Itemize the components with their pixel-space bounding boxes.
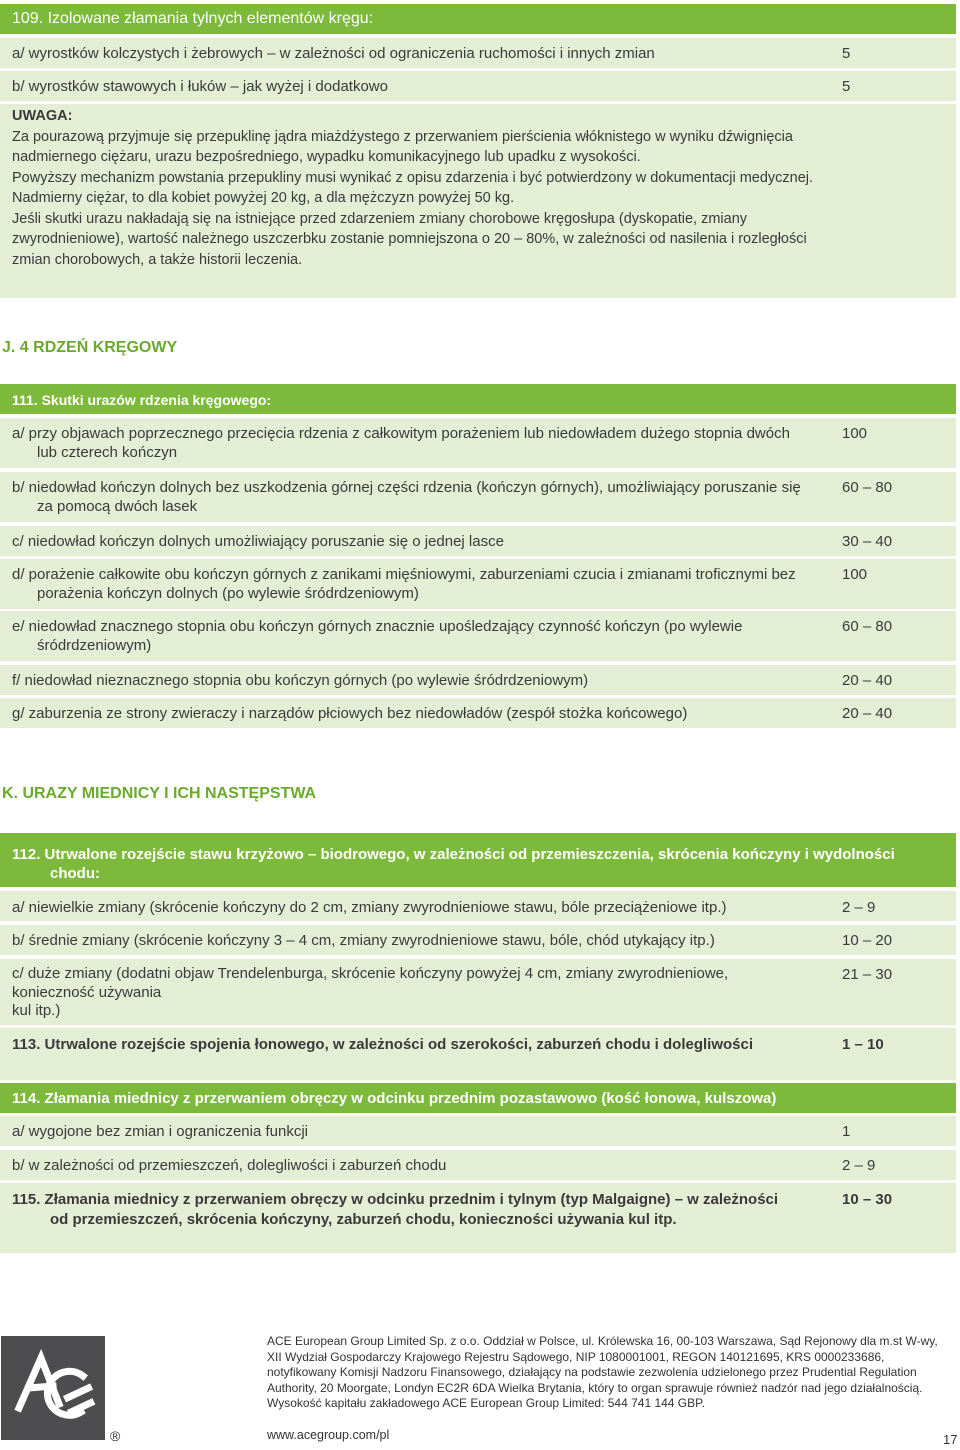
table-row [0, 1150, 956, 1180]
section-111-title: 111. Skutki urazów rdzenia kręgowego: [12, 392, 272, 408]
table-row [0, 698, 956, 728]
footer-line: ACE European Group Limited Sp. z o.o. Oddział w Polsce, ul. Królewska 16, 00-103 Warszawa, Sąd Rejonowy dla m.st W-wy, [267, 1334, 938, 1348]
section-112-header [0, 833, 956, 887]
section-114-header [0, 1083, 956, 1113]
row-text: b/ wyrostków stawowych i łuków – jak wyżej i dodatkowo [12, 78, 388, 95]
row-value: 20 – 40 [842, 705, 893, 722]
company-footer [267, 1334, 957, 1412]
row-text: b/ niedowład kończyn dolnych bez uszkodzenia górnej części rdzenia (kończyn górnych), umożliwiający poruszanie się za pomocą dwóch lasek [12, 479, 801, 515]
ace-logo-icon [1, 1336, 105, 1440]
row-value: 5 [842, 78, 851, 95]
section-109-header [0, 4, 956, 34]
note-title: UWAGA: [12, 108, 73, 124]
section-115-row [0, 1183, 956, 1253]
row-value: 5 [842, 45, 851, 62]
table-row [0, 665, 956, 695]
row-value: 100 [842, 566, 868, 583]
table-row [0, 611, 956, 661]
table-row [0, 925, 956, 955]
table-row [0, 559, 956, 609]
page-number: 17 [943, 1432, 958, 1447]
table-row [0, 38, 956, 68]
row-text: a/ przy objawach poprzecznego przecięcia rdzenia z całkowitym porażeniem lub niedowładem dużego stopnia dwóch lub czterech kończyn [12, 425, 790, 461]
footer-line: Authority, 20 Moorgate, Londyn EC2R 6DA Wielka Brytania, który to organ sprawuje również nadzór nad jego działalnością. [267, 1380, 923, 1395]
row-value: 1 – 10 [842, 1036, 884, 1053]
footer-line: notyfikowany Komisji Nadzoru Finansowego, działający na podstawie zezwolenia udzielonego przez Prudential Regulation [267, 1365, 917, 1379]
row-value: 10 – 20 [842, 932, 893, 949]
row-value: 60 – 80 [842, 618, 893, 635]
row-text: a/ wygojone bez zmian i ograniczenia funkcji [12, 1123, 308, 1140]
row-text: a/ wyrostków kolczystych i żebrowych – w zależności od ograniczenia ruchomości i innych zmian [12, 45, 655, 62]
section-114-title: 114. Złamania miednicy z przerwaniem obręczy w odcinku przednim pozastawowo (kość łonowa, kulszowa) [12, 1090, 777, 1107]
note-line: Jeśli skutki urazu nakładają się na istniejące przed zdarzeniem zmiany chorobowe kręgosłupa (dyskopatie, zmiany zwyrodnieniowe), wartość należnego uszczerbku zostanie pomniejszona o 20 – 80%, w zależności od nasilenia i rozległości zmian chorobowych, a także historii leczenia. [12, 210, 807, 268]
row-value: 60 – 80 [842, 479, 893, 496]
note-line: Powyższy mechanizm powstania przepukliny musi wynikać z opisu zdarzenia i być potwierdzony w dokumentacji medycznej. [12, 169, 814, 186]
table-row [0, 1116, 956, 1146]
row-text: b/ w zależności od przemieszczeń, dolegliwości i zaburzeń chodu [12, 1157, 447, 1174]
table-row [0, 526, 956, 556]
note-line: Za pourazową przyjmuje się przepuklinę jądra miażdżystego z przerwaniem pierścienia włóknistego w wyniku dźwignięcia nadmiernego ciężaru, urazu bezpośredniego, wypadku komunikacyjnego lub upadku z wysokości. [12, 128, 793, 165]
table-row [0, 891, 956, 921]
note-block [0, 104, 956, 298]
footer-line: XII Wydział Gospodarczy Krajowego Rejestru Sądowego, NIP 1080001001, REGON 140121695, KRS 0000233686, [267, 1349, 885, 1364]
row-text: d/ porażenie całkowite obu kończyn górnych z zanikami mięśniowymi, zaburzeniami czucia i zmianami troficznymi bez porażenia kończyn dolnych (po wylewie śródrdzeniowym) [12, 566, 796, 602]
row-value: 21 – 30 [842, 966, 893, 983]
footer-line: Wysokość kapitału zakładowego ACE European Group Limited: 544 741 144 GBP. [267, 1396, 705, 1410]
row-value: 2 – 9 [842, 1157, 876, 1174]
section-112-title: 112. Utrwalone rozejście stawu krzyżowo – biodrowego, w zależności od przemieszczenia, skrócenia kończyny i wydolności chodu: [12, 846, 895, 882]
row-value: 1 [842, 1123, 851, 1140]
row-text: g/ zaburzenia ze strony zwieraczy i narządów płciowych bez niedowładów (zespół stożka końcowego) [12, 705, 688, 722]
row-text: a/ niewielkie zmiany (skrócenie kończyny do 2 cm, zmiany zwyrodnieniowe stawu, bóle przeciążeniowe itp.) [12, 899, 727, 916]
row-value: 2 – 9 [842, 899, 876, 916]
row-text: c/ duże zmiany (dodatni objaw Trendelenburga, skrócenie kończyny powyżej 4 cm, zmiany zwyrodnieniowe, konieczność używania [12, 965, 729, 1001]
registered-mark: ® [110, 1428, 121, 1444]
row-text: c/ niedowład kończyn dolnych umożliwiający poruszanie się o jednej lasce [12, 533, 504, 550]
section-j-title: J. 4 RDZEŃ KRĘGOWY [2, 339, 178, 356]
table-row [0, 472, 956, 522]
note-line: Nadmierny ciężar, to dla kobiet powyżej 20 kg, a dla mężczyzn powyżej 50 kg. [12, 190, 515, 206]
row-value: 20 – 40 [842, 672, 893, 689]
row-value: 10 – 30 [842, 1191, 893, 1208]
section-k-title: K. URAZY MIEDNICY I ICH NASTĘPSTWA [2, 785, 317, 802]
section-115-text: 115. Złamania miednicy z przerwaniem obręczy w odcinku przednim i tylnym (typ Malgaigne) – w zależności od przemieszczeń, skrócenia kończyny, zaburzeń chodu, konieczności używania kul itp. [12, 1191, 779, 1228]
section-113-text: 113. Utrwalone rozejście spojenia łonowego, w zależności od szerokości, zaburzeń chodu i dolegliwości [12, 1036, 754, 1053]
website-link[interactable]: www.acegroup.com/pl [267, 1428, 390, 1442]
table-row [0, 71, 956, 101]
row-text-continued: kul itp.) [12, 1002, 61, 1019]
row-value: 100 [842, 425, 868, 442]
table-row [0, 959, 956, 1025]
row-text: b/ średnie zmiany (skrócenie kończyny 3 – 4 cm, zmiany zwyrodnieniowe stawu, bóle, chód utykający itp.) [12, 932, 715, 949]
row-text: f/ niedowład nieznacznego stopnia obu kończyn górnych (po wylewie śródrdzeniowym) [12, 672, 589, 689]
note-content [0, 104, 880, 270]
section-109-title: 109. Izolowane złamania tylnych elementów kręgu: [12, 10, 374, 27]
row-value: 30 – 40 [842, 533, 893, 550]
row-text: e/ niedowład znacznego stopnia obu kończyn górnych znacznie upośledzający czynność kończyn (po wylewie śródrdzeniowym) [12, 618, 743, 654]
section-113-row [0, 1028, 956, 1080]
ace-logo [1, 1336, 105, 1440]
section-111-header [0, 384, 956, 414]
table-row [0, 418, 956, 468]
